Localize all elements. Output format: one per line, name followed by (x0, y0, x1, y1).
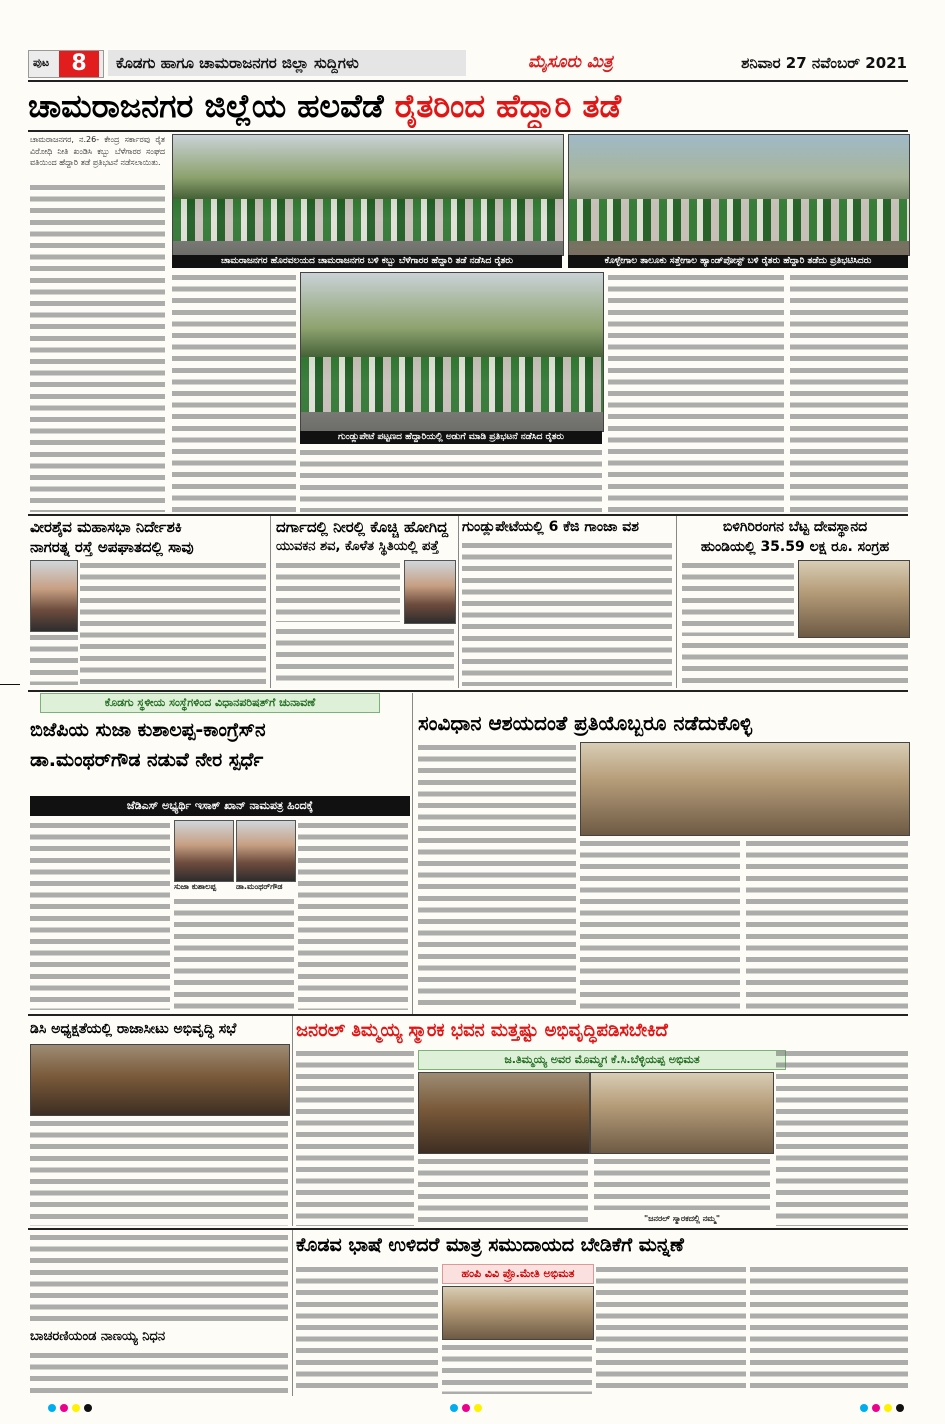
story-8-photo-2 (590, 1072, 774, 1154)
story-10-headline: ಬಾಚರಣಿಯಂಡ ನಾಣಯ್ಯ ನಿಧನ (30, 1329, 166, 1344)
header-rule (28, 80, 908, 82)
candidate-name-1: ಸುಜಾ ಕುಶಾಲಪ್ಪ (174, 882, 217, 891)
story-1-body (80, 560, 266, 685)
divider (676, 516, 677, 688)
story-7-body-2 (30, 1232, 288, 1324)
story-8-body-1 (296, 1048, 414, 1226)
lead-photo-3 (300, 272, 604, 432)
crop-mark (0, 684, 20, 685)
headline-rule (28, 130, 908, 132)
story-1-headline-1: ವೀರಶೈವ ಮಹಾಸಭಾ ನಿರ್ದೇಶಕಿ (30, 518, 182, 536)
story-8-headline: ಜನರಲ್ ತಿಮ್ಮಯ್ಯ ಸ್ಮಾರಕ ಭವನ ಮತ್ತಷ್ಟು ಅಭಿವೃದ್ಧಿಪಡಿಸಬೇಕಿದೆ (296, 1020, 668, 1041)
story-9-body-3 (596, 1264, 746, 1394)
story-1-photo (30, 560, 78, 632)
registration-dot-cyan (860, 1404, 868, 1412)
story-4-headline-1: ಬಿಳಿಗಿರಿರಂಗನ ಬೆಟ್ಟ ದೇವಸ್ಥಾನದ (722, 519, 868, 535)
story-4-photo (798, 560, 910, 638)
registration-dot-yellow (474, 1404, 482, 1412)
story-6-headline: ಸಂವಿಧಾನ ಆಶಯದಂತೆ ಪ್ರತಿಯೊಬ್ಬರೂ ನಡೆದುಕೊಳ್ಳಿ (418, 711, 753, 735)
registration-dot-yellow (884, 1404, 892, 1412)
registration-dot-magenta (872, 1404, 880, 1412)
lead-headline-black: ಚಾಮರಾಜನಗರ ಜಿಲ್ಲೆಯ ಹಲವೆಡೆ (28, 87, 384, 125)
story-10-body (30, 1350, 288, 1394)
story-2-body-2 (276, 626, 454, 686)
registration-dot-black (84, 1404, 92, 1412)
story-8-body-4 (776, 1048, 908, 1226)
story-6-body-3 (746, 838, 908, 1010)
registration-dot-yellow (72, 1404, 80, 1412)
lead-body-col-5 (300, 447, 602, 512)
story-4-body-2 (682, 640, 908, 686)
story-9-body-2 (442, 1342, 592, 1394)
story-5-body-2 (174, 896, 294, 1010)
lead-caption-2: ಕೊಳ್ಳೇಗಾಲ ತಾಲೂಕು ಸತ್ತೇಗಾಲ ಹ್ಯಾಂಡ್‌ಪೋಸ್ಟ್ ಬಳಿ ರೈತರು ಹೆದ್ದಾರಿ ತಡೆದು ಪ್ರತಿಭಟಿಸಿದರು (568, 255, 908, 268)
masthead: ಮೈಸೂರು ಮಿತ್ರ (528, 52, 613, 72)
story-9-photo (442, 1286, 594, 1340)
lead-body-col-4 (790, 272, 908, 512)
story-8-strap: ಜ.ತಿಮ್ಮಯ್ಯ ಅವರ ಮೊಮ್ಮಗ ಕೆ.ಸಿ.ಬೆಳ್ಳಿಯಪ್ಪ ಅಭಿಮತ (418, 1050, 786, 1070)
lead-body-col-1 (30, 182, 165, 512)
divider (292, 1016, 293, 1226)
registration-dot-cyan (450, 1404, 458, 1412)
story-5-strap: ಜೆಡಿಎಸ್ ಅಭ್ಯರ್ಥಿ ಇಸಾಕ್ ಖಾನ್ ನಾಮಪತ್ರ ಹಿಂದಕ್ಕೆ (30, 796, 410, 816)
page-number-box (28, 50, 104, 78)
divider (412, 693, 413, 1015)
story-8-body-3 (594, 1156, 770, 1210)
story-5-body-1 (30, 820, 170, 1010)
divider (292, 1230, 293, 1396)
story-5-headline-1: ಬಿಜೆಪಿಯ ಸುಜಾ ಕುಶಾಲಪ್ಪ-ಕಾಂಗ್ರೆಸ್‌ನ (30, 719, 266, 741)
story-9-body-4 (750, 1264, 908, 1394)
story-1-headline-2: ನಾಗರತ್ನ ರಸ್ತೆ ಅಪಘಾತದಲ್ಲಿ ಸಾವು (30, 538, 194, 556)
lead-caption-3: ಗುಂಡ್ಲುಪೇಟೆ ಪಟ್ಟಣದ ಹೆದ್ದಾರಿಯಲ್ಲಿ ಅಡುಗೆ ಮಾಡಿ ಪ್ರತಿಭಟನೆ ನಡೆಸಿದ ರೈತರು (300, 431, 602, 444)
lead-photo-1 (172, 134, 564, 256)
story-7-photo (30, 1044, 290, 1116)
page-label: ಪುಟ (33, 56, 50, 69)
story-4-headline-2: ಹುಂಡಿಯಲ್ಲಿ 35.59 ಲಕ್ಷ ರೂ. ಸಂಗ್ರಹ (700, 539, 890, 555)
story-6-body-2 (580, 838, 740, 1010)
registration-dot-black (896, 1404, 904, 1412)
story-3-body (462, 540, 672, 686)
registration-dot-cyan (48, 1404, 56, 1412)
story-6-photo (580, 742, 910, 836)
story-4-body (682, 560, 794, 636)
story-2-headline-1: ದರ್ಗಾದಲ್ಲಿ ನೀರಲ್ಲಿ ಕೊಚ್ಚಿ ಹೋಗಿದ್ದ (276, 518, 449, 536)
story-2-photo (404, 560, 456, 624)
lead-dateline: ಚಾಮರಾಜನಗರ, ನ.26- ಕೇಂದ್ರ ಸರ್ಕಾರವು ರೈತ ವಿರೋಧಿ ನೀತಿ ಖಂಡಿಸಿ ಕಬ್ಬು ಬೆಳೆಗಾರರ ಸಂಘದ ವತಿಯಿಂದ ಹೆದ್ದಾರಿ ತಡೆ ಪ್ರತಿಭಟನೆ ನಡೆಸಲಾಯಿತು. (30, 135, 165, 168)
registration-dot-magenta (462, 1404, 470, 1412)
lead-caption-1: ಚಾಮರಾಜನಗರ ಹೊರವಲಯದ ಚಾಮರಾಜನಗರ ಬಳಿ ಕಬ್ಬು ಬೆಳೆಗಾರರ ಹೆದ್ದಾರಿ ತಡೆ ನಡೆಸಿದ ರೈತರು (172, 255, 562, 268)
story-9-body-1 (296, 1264, 438, 1394)
issue-date: ಶನಿವಾರ 27 ನವೆಂಬರ್ 2021 (741, 54, 907, 72)
registration-dot-magenta (60, 1404, 68, 1412)
section-title: ಕೊಡಗು ಹಾಗೂ ಚಾಮರಾಜನಗರ ಜಿಲ್ಲಾ ಸುದ್ದಿಗಳು (108, 50, 466, 76)
candidate-photo-2 (236, 820, 296, 882)
candidate-name-2: ಡಾ.ಮಂಥರ್‌ಗೌಡ (236, 882, 283, 891)
story-2-body (276, 560, 400, 622)
divider (270, 516, 271, 688)
row-2-rule (28, 690, 908, 692)
page-number: 8 (59, 51, 99, 77)
story-7-headline: ಡಿಸಿ ಅಧ್ಯಕ್ಷತೆಯಲ್ಲಿ ರಾಜಾಸೀಟು ಅಭಿವೃದ್ಧಿ ಸಭೆ (30, 1021, 237, 1037)
candidate-photo-1 (174, 820, 234, 882)
lead-photo-2 (568, 134, 910, 256)
lead-body-col-2 (172, 272, 296, 512)
story-5-kicker: ಕೊಡಗು ಸ್ಥಳೀಯ ಸಂಸ್ಥೆಗಳಿಂದ ವಿಧಾನಪರಿಷತ್‌ಗೆ ಚುನಾವಣೆ (40, 693, 380, 713)
lead-headline-red: ರೈತರಿಂದ ಹೆದ್ದಾರಿ ತಡೆ (394, 87, 622, 125)
story-7-body (30, 1118, 288, 1226)
story-3-headline: ಗುಂಡ್ಲುಪೇಟೆಯಲ್ಲಿ 6 ಕೆಜಿ ಗಾಂಜಾ ವಶ (462, 519, 639, 535)
story-8-photo-1 (418, 1072, 590, 1154)
divider (458, 516, 459, 688)
story-9-headline: ಕೊಡವ ಭಾಷೆ ಉಳಿದರೆ ಮಾತ್ರ ಸಮುದಾಯದ ಬೇಡಿಕೆಗೆ ಮನ್ನಣೆ (296, 1234, 684, 1256)
story-5-body-3 (298, 820, 408, 1010)
story-8-quote: "ಜನರಲ್ ಸ್ಮಾರಕದಲ್ಲಿ ನಮ್ಮ" (643, 1214, 721, 1223)
story-6-body-1 (418, 742, 576, 1010)
story-5-headline-2: ಡಾ.ಮಂಥರ್‌ಗೌಡ ನಡುವೆ ನೇರ ಸ್ಪರ್ಧೆ (30, 749, 264, 771)
lead-body-col-3 (608, 272, 784, 512)
story-8-body-2 (418, 1156, 588, 1226)
story-9-strap: ಹಂಪಿ ವಿವಿ ಪ್ರೊ.ಮೇತಿ ಅಭಿಮತ (442, 1264, 594, 1284)
story-2-headline-2: ಯುವಕನ ಶವ, ಕೊಳೆತ ಸ್ಥಿತಿಯಲ್ಲಿ ಪತ್ತೆ (276, 539, 439, 554)
lead-headline (28, 84, 908, 128)
story-1-body-2 (30, 632, 78, 685)
